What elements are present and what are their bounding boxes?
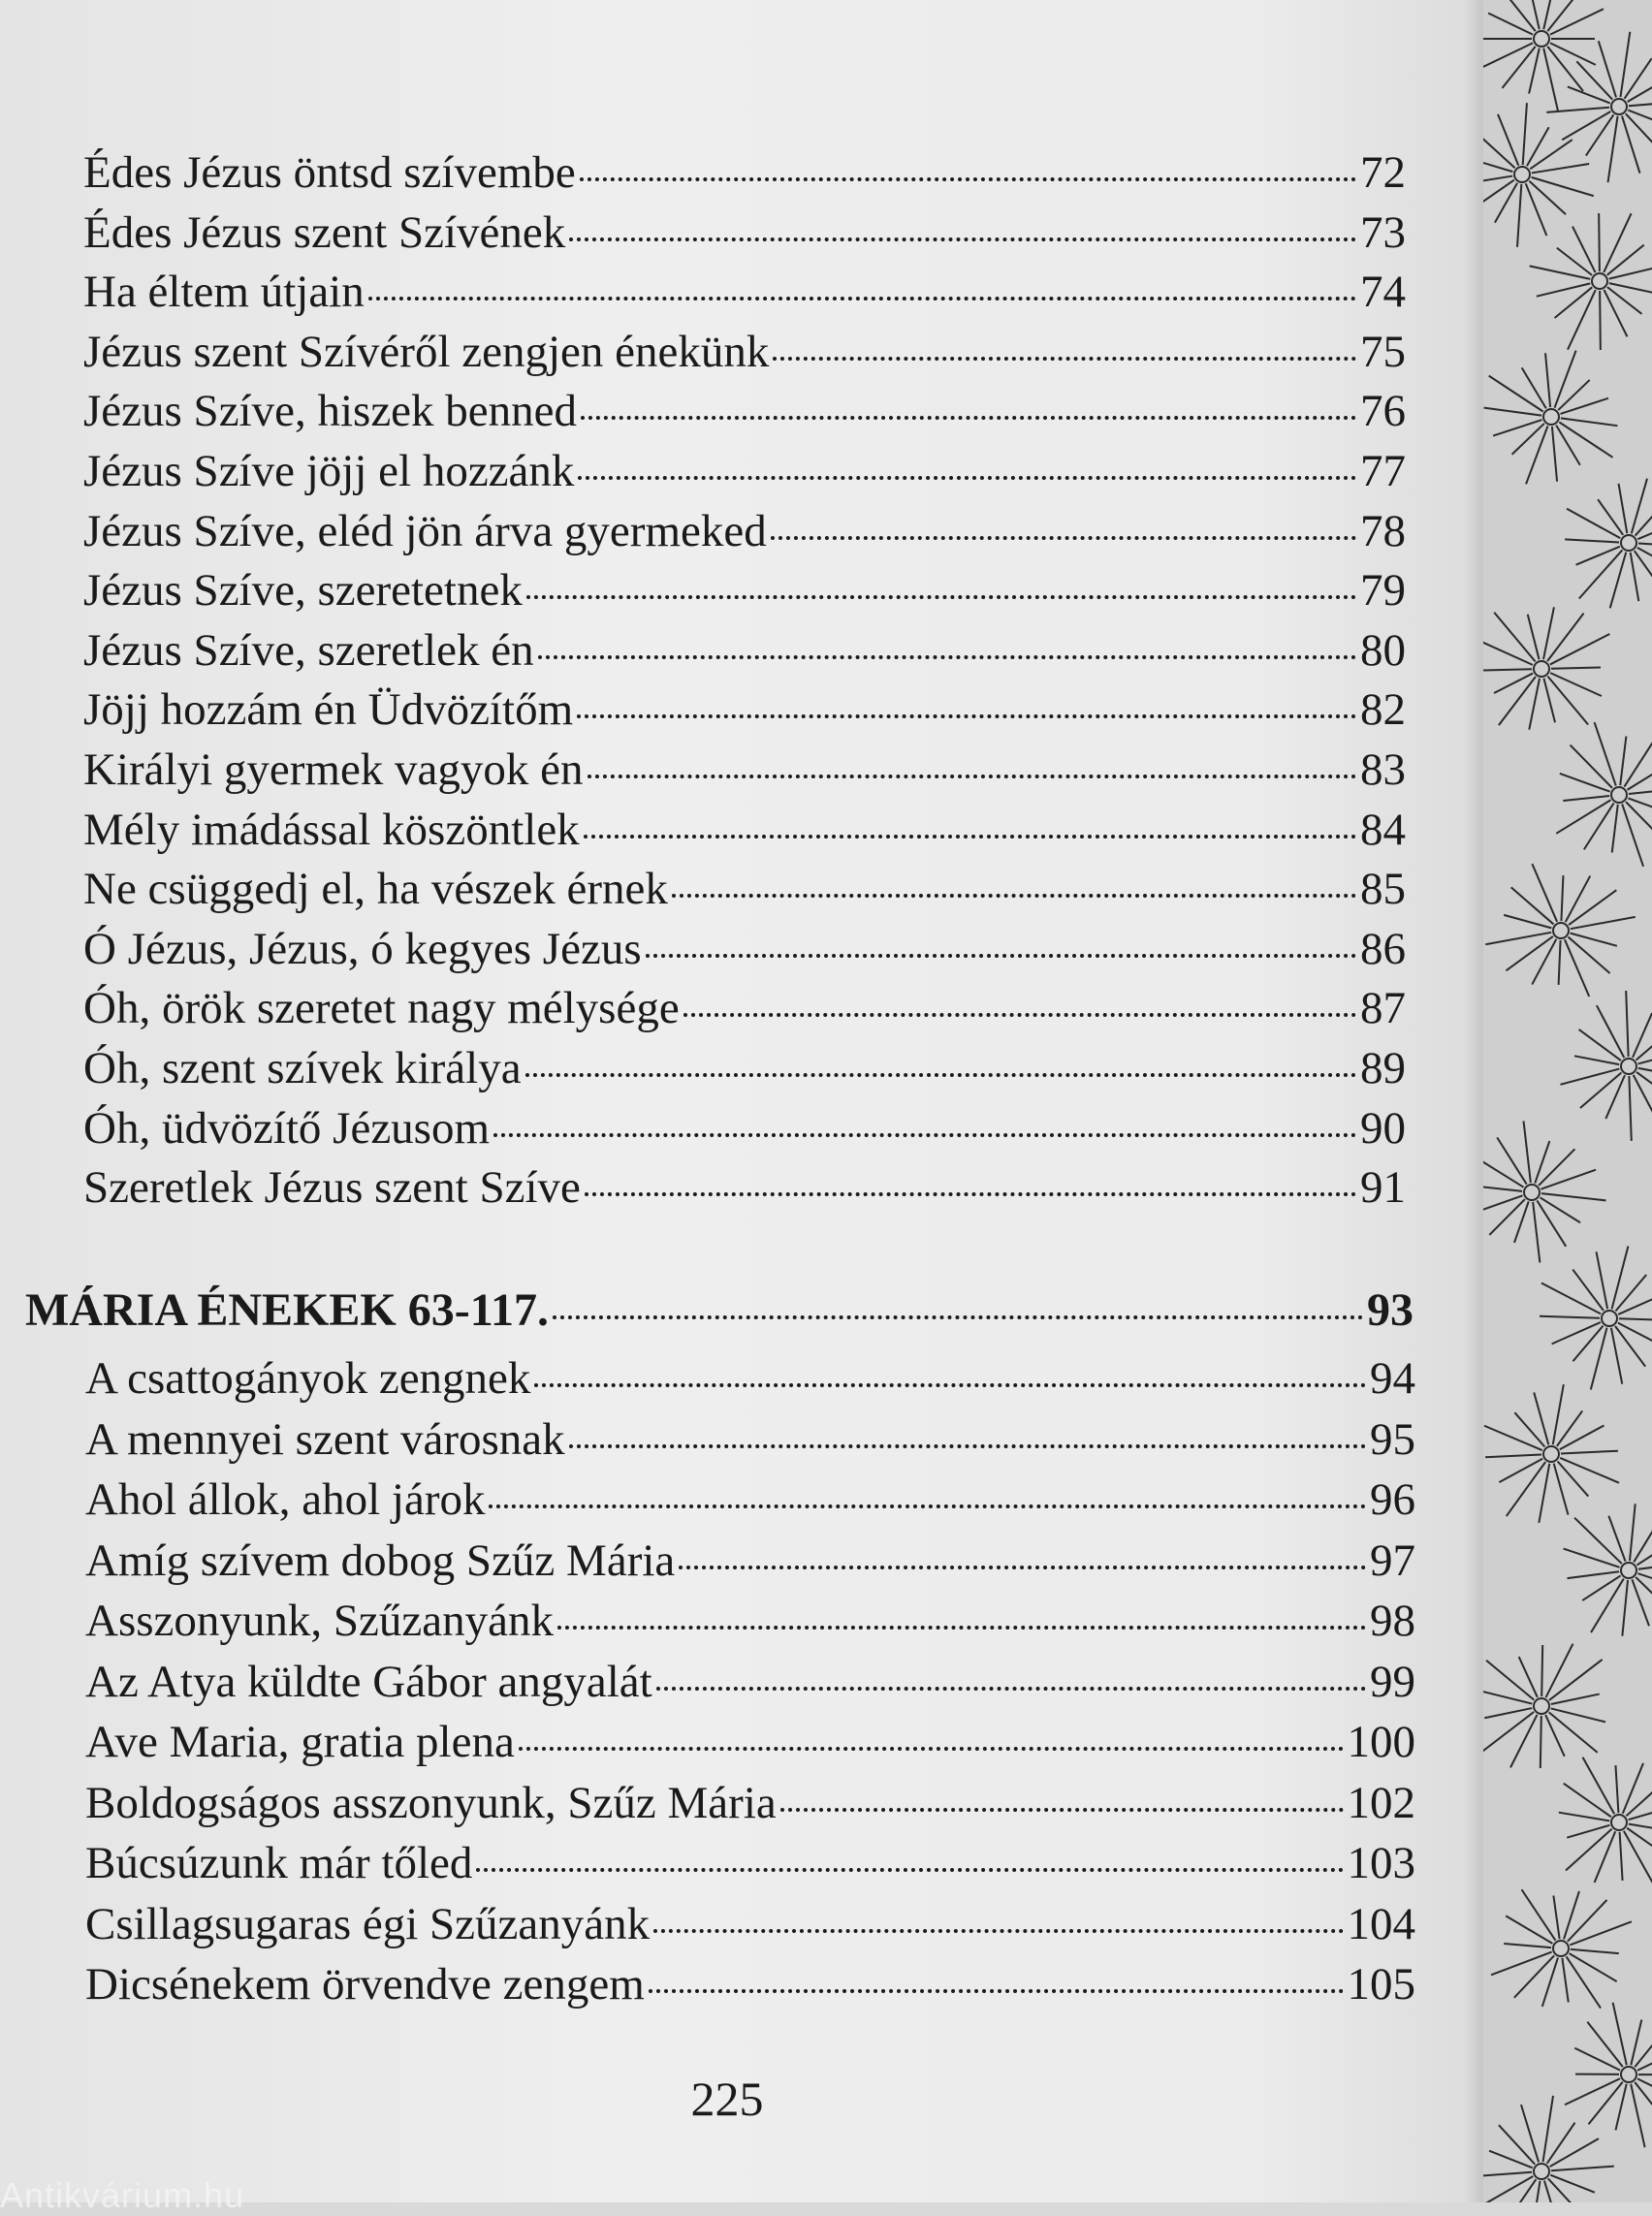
- entry-page-number: 99: [1370, 1653, 1415, 1711]
- dot-leader: [672, 894, 1356, 898]
- toc-entry: [85, 1532, 1415, 1590]
- dot-leader: [553, 1315, 1363, 1319]
- entry-title: Búcsúzunk már tőled: [85, 1834, 472, 1892]
- dot-leader: [773, 357, 1356, 361]
- dot-leader: [580, 177, 1356, 181]
- toc-entry: [83, 1099, 1406, 1157]
- toc-entry: [85, 1653, 1415, 1711]
- toc-entry: [83, 502, 1406, 560]
- toc-entry: [83, 979, 1406, 1037]
- toc-entry: [83, 442, 1406, 500]
- toc-entry: [83, 860, 1406, 918]
- entry-title: Csillagsugaras égi Szűzanyánk: [85, 1895, 650, 1953]
- entry-title: Jézus Szíve, eléd jön árva gyermeked: [83, 502, 767, 560]
- starburst-icon: [1530, 213, 1652, 350]
- starburst-icon: [1565, 479, 1652, 609]
- toc-entry: [83, 263, 1406, 321]
- entry-page-number: 100: [1348, 1713, 1416, 1771]
- entry-page-number: 93: [1367, 1282, 1414, 1340]
- entry-page-number: 95: [1370, 1410, 1415, 1469]
- entry-page-number: 91: [1360, 1158, 1406, 1217]
- entry-title: Ave Maria, gratia plena: [85, 1713, 515, 1771]
- dot-leader: [653, 1929, 1343, 1933]
- toc-entry: [85, 1349, 1415, 1408]
- dot-leader: [780, 1808, 1344, 1812]
- dot-leader: [581, 416, 1356, 420]
- toc-entry: [83, 621, 1406, 680]
- entry-title: A csattogányok zengnek: [85, 1349, 530, 1408]
- dot-leader: [771, 536, 1356, 540]
- entry-title: Édes Jézus szent Szívének: [83, 204, 565, 262]
- dot-leader: [557, 1626, 1366, 1630]
- entry-page-number: 104: [1348, 1895, 1416, 1953]
- starburst-icon: [1560, 991, 1652, 1141]
- watermark-text: Antikvárium.hu: [0, 2175, 244, 2216]
- starburst-icon: [1556, 722, 1652, 867]
- dot-leader: [493, 1133, 1356, 1137]
- toc-entry: [85, 1955, 1415, 2013]
- entry-title: Szeretlek Jézus szent Szíve: [83, 1158, 581, 1217]
- entry-page-number: 89: [1360, 1039, 1406, 1097]
- dot-leader: [538, 655, 1356, 659]
- starburst-pattern-icon: [1483, 0, 1652, 2202]
- toc-entry: [85, 1592, 1415, 1650]
- entry-page-number: 75: [1360, 323, 1406, 381]
- toc-entry: [85, 1471, 1415, 1529]
- entry-page-number: 74: [1360, 263, 1406, 321]
- starburst-icon: [1483, 607, 1609, 729]
- entry-page-number: 78: [1360, 502, 1406, 560]
- dot-leader: [578, 476, 1356, 480]
- entry-page-number: 79: [1360, 561, 1406, 619]
- toc-entry: [83, 1158, 1406, 1217]
- dot-leader: [368, 297, 1356, 301]
- entry-page-number: 97: [1370, 1532, 1415, 1590]
- entry-page-number: 102: [1348, 1774, 1416, 1832]
- entry-title: Boldogságos asszonyunk, Szűz Mária: [85, 1774, 777, 1832]
- entry-title: Ó Jézus, Jézus, ó kegyes Jézus: [83, 920, 642, 978]
- entry-title: Ahol állok, ahol járok: [85, 1471, 485, 1529]
- entry-title: Jézus szent Szívéről zengjen énekünk: [83, 323, 769, 381]
- entry-page-number: 76: [1360, 382, 1406, 440]
- starburst-icon: [1564, 1504, 1652, 1635]
- section-heading-row: [25, 1282, 1414, 1340]
- entry-page-number: 103: [1348, 1834, 1416, 1892]
- entry-page-number: 90: [1360, 1099, 1406, 1157]
- starburst-icon: [1484, 351, 1618, 485]
- toc-entry: [85, 1410, 1415, 1469]
- starburst-icon: [1484, 1384, 1619, 1523]
- starburst-icon: [1483, 103, 1594, 247]
- entry-page-number: 82: [1360, 681, 1406, 739]
- toc-entry: [85, 1895, 1415, 1953]
- dot-leader: [525, 1073, 1356, 1077]
- toc-entry: [85, 1713, 1415, 1771]
- entry-title: Amíg szívem dobog Szűz Mária: [85, 1532, 675, 1590]
- starburst-icon: [1540, 1246, 1652, 1389]
- dot-leader: [476, 1868, 1343, 1872]
- starburst-icon: [1491, 1889, 1632, 2008]
- entry-page-number: 94: [1370, 1349, 1415, 1408]
- entry-page-number: 83: [1360, 741, 1406, 799]
- toc-entry: [83, 561, 1406, 619]
- starburst-icon: [1546, 32, 1652, 182]
- entry-title: Mély imádással köszöntlek: [83, 801, 580, 859]
- dot-leader: [534, 1383, 1366, 1387]
- toc-entry: [83, 143, 1406, 202]
- entry-title: Jézus Szíve jöjj el hozzánk: [83, 442, 574, 500]
- dot-leader: [577, 714, 1356, 718]
- entry-title: A mennyei szent városnak: [85, 1410, 565, 1469]
- toc-entry: [85, 1774, 1415, 1832]
- dot-leader: [569, 237, 1356, 241]
- dot-leader: [585, 1192, 1356, 1196]
- page-number: 225: [679, 2070, 776, 2128]
- dot-leader: [584, 835, 1356, 839]
- entry-page-number: 80: [1360, 621, 1406, 680]
- entry-title: Ha éltem útjain: [83, 263, 365, 321]
- starburst-icon: [1483, 2096, 1614, 2202]
- entry-title: Jézus Szíve, hiszek benned: [83, 382, 577, 440]
- starburst-icon: [1565, 2003, 1652, 2147]
- dot-leader: [526, 595, 1356, 599]
- entry-page-number: 77: [1360, 442, 1406, 500]
- starburst-icon: [1485, 864, 1635, 997]
- entry-title: Az Atya küldte Gábor angyalát: [85, 1653, 652, 1711]
- entry-title: Dicsénekem örvendve zengem: [85, 1955, 645, 2013]
- toc-entry: [83, 204, 1406, 262]
- entry-title: Óh, üdvözítő Jézusom: [83, 1099, 490, 1157]
- entry-title: Jöjj hozzám én Üdvözítőm: [83, 681, 573, 739]
- entry-title: Édes Jézus öntsd szívembe: [83, 143, 576, 202]
- entry-page-number: 98: [1370, 1592, 1415, 1650]
- dot-leader: [519, 1747, 1344, 1751]
- dot-leader: [588, 775, 1356, 778]
- toc-entry: [83, 681, 1406, 739]
- entry-page-number: 72: [1360, 143, 1406, 202]
- entry-title: Asszonyunk, Szűzanyánk: [85, 1592, 554, 1650]
- dot-leader: [683, 1013, 1356, 1017]
- toc-entry: [83, 920, 1406, 978]
- entry-page-number: 96: [1370, 1471, 1415, 1529]
- entry-page-number: 73: [1360, 204, 1406, 262]
- entry-title: MÁRIA ÉNEKEK 63-117.: [25, 1282, 549, 1340]
- toc-entry: [83, 382, 1406, 440]
- toc-entry: [83, 323, 1406, 381]
- entry-title: Óh, szent szívek királya: [83, 1039, 522, 1097]
- entry-page-number: 105: [1348, 1955, 1416, 2013]
- starburst-icon: [1483, 1121, 1606, 1262]
- dot-leader: [569, 1444, 1366, 1448]
- entry-page-number: 86: [1360, 920, 1406, 978]
- entry-title: Óh, örök szeretet nagy mélysége: [83, 979, 680, 1037]
- dot-leader: [489, 1504, 1366, 1508]
- entry-page-number: 85: [1360, 860, 1406, 918]
- entry-title: Királyi gyermek vagyok én: [83, 741, 584, 799]
- toc-entry: [83, 1039, 1406, 1097]
- entry-title: Jézus Szíve, szeretlek én: [83, 621, 534, 680]
- entry-page-number: 87: [1360, 979, 1406, 1037]
- dot-leader: [656, 1687, 1366, 1691]
- dot-leader: [646, 954, 1356, 958]
- starburst-icon: [1559, 1757, 1652, 1888]
- entry-title: Jézus Szíve, szeretetnek: [83, 561, 523, 619]
- starburst-icon: [1483, 1644, 1605, 1768]
- entry-title: Ne csüggedj el, ha vészek érnek: [83, 860, 668, 918]
- toc-entry: [83, 741, 1406, 799]
- toc-entry: [85, 1834, 1415, 1892]
- dot-leader: [649, 1989, 1344, 1993]
- toc-entry: [83, 801, 1406, 859]
- dot-leader: [679, 1566, 1366, 1569]
- entry-page-number: 84: [1360, 801, 1406, 859]
- decorative-pattern-strip: [1483, 0, 1652, 2202]
